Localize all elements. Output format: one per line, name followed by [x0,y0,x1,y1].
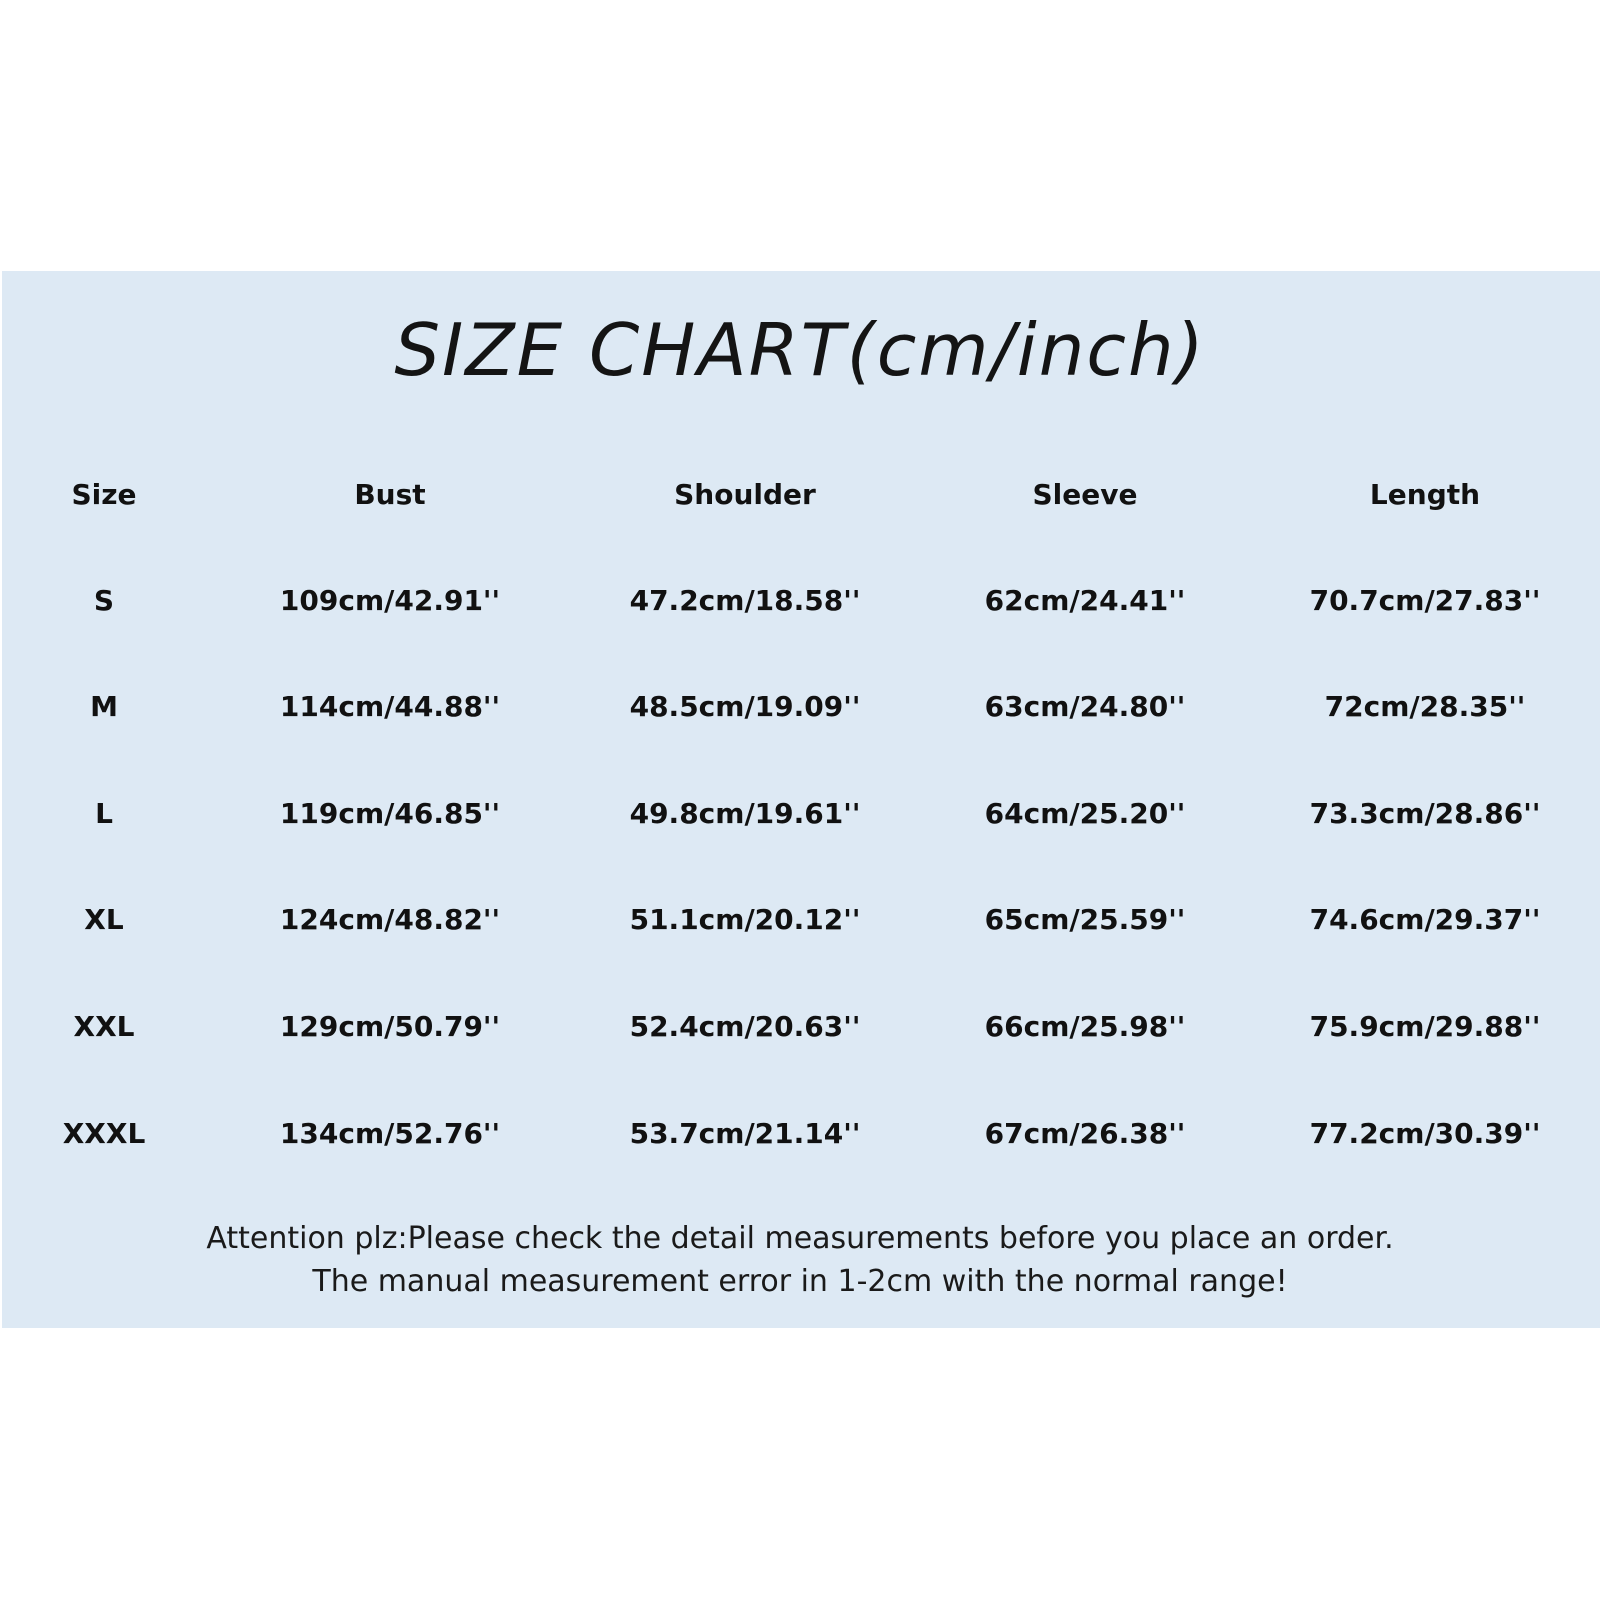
table-row [0,677,1600,737]
bust-cell: 109cm/42.91'' [279,584,501,617]
column-header-sleeve: Sleeve [1032,478,1138,511]
size-cell: XL [84,903,124,936]
length-cell: 75.9cm/29.88'' [1309,1010,1541,1043]
length-cell: 70.7cm/27.83'' [1309,584,1541,617]
shoulder-cell: 47.2cm/18.58'' [629,584,861,617]
size-cell: S [93,584,115,617]
length-cell: 73.3cm/28.86'' [1309,797,1541,830]
table-row [0,997,1600,1057]
bust-cell: 124cm/48.82'' [279,903,501,936]
shoulder-cell: 53.7cm/21.14'' [629,1117,861,1150]
bust-cell: 114cm/44.88'' [279,690,501,723]
bust-cell: 129cm/50.79'' [279,1010,501,1043]
sleeve-cell: 64cm/25.20'' [984,797,1186,830]
length-cell: 72cm/28.35'' [1324,690,1526,723]
size-cell: M [90,690,118,723]
bust-cell: 119cm/46.85'' [279,797,501,830]
size-cell: L [95,797,113,830]
column-header-shoulder: Shoulder [674,478,816,511]
table-row [0,571,1600,631]
size-cell: XXXL [62,1117,146,1150]
table-header-row [0,465,1600,525]
column-header-length: Length [1369,478,1481,511]
attention-note: Attention plz:Please check the detail measurements before you place an order. [206,1221,1394,1256]
column-header-bust: Bust [354,478,426,511]
shoulder-cell: 48.5cm/19.09'' [629,690,861,723]
table-row [0,1104,1600,1164]
shoulder-cell: 49.8cm/19.61'' [629,797,861,830]
table-row [0,784,1600,844]
sleeve-cell: 62cm/24.41'' [984,584,1186,617]
table-row [0,890,1600,950]
column-header-size: Size [71,478,137,511]
length-cell: 77.2cm/30.39'' [1309,1117,1541,1150]
measurement-error-note: The manual measurement error in 1-2cm with the normal range! [312,1264,1288,1299]
sleeve-cell: 63cm/24.80'' [984,690,1186,723]
page-title: SIZE CHART(cm/inch) [394,308,1206,392]
sleeve-cell: 66cm/25.98'' [984,1010,1186,1043]
sleeve-cell: 67cm/26.38'' [984,1117,1186,1150]
bust-cell: 134cm/52.76'' [279,1117,501,1150]
length-cell: 74.6cm/29.37'' [1309,903,1541,936]
shoulder-cell: 51.1cm/20.12'' [629,903,861,936]
size-cell: XXL [73,1010,135,1043]
sleeve-cell: 65cm/25.59'' [984,903,1186,936]
shoulder-cell: 52.4cm/20.63'' [629,1010,861,1043]
